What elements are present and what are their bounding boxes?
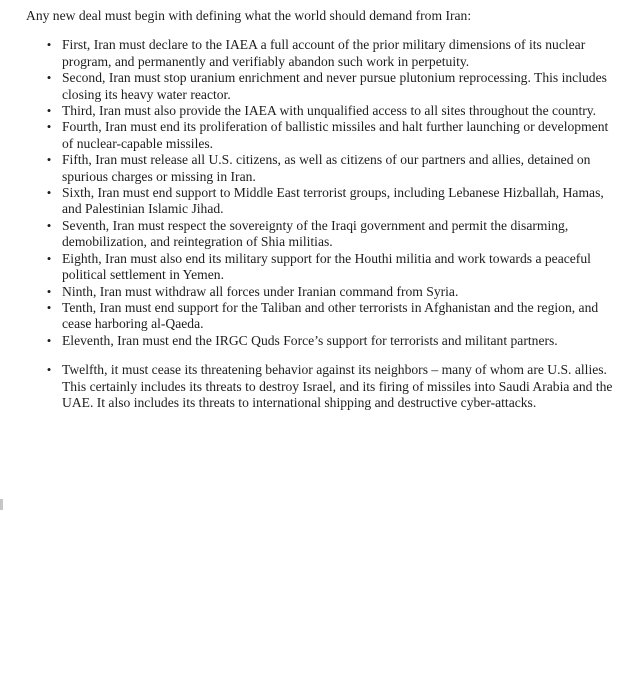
bullet-text: First, Iran must declare to the IAEA a full account of the prior military dimensions of its nuclear program, and permanently and verifiably abandon such work in perpetuity. — [62, 37, 586, 69]
list-item — [46, 185, 618, 218]
bullet-icon: • — [46, 332, 52, 348]
scan-edge-artifact — [0, 499, 3, 510]
bullet-text: Fifth, Iran must release all U.S. citizens, as well as citizens of our partners and allies, detained on spurious charges or missing in Iran. — [62, 152, 591, 184]
bullet-text: Twelfth, it must cease its threatening behavior against its neighbors – many of whom are U.S. allies. This certainly includes its threats to destroy Israel, and its firing of missiles into Saudi Arabia and the UAE. It also includes its threats to international shipping and destructive cyber-attacks. — [62, 362, 613, 410]
bullet-icon: • — [46, 119, 52, 135]
list-item — [46, 283, 618, 300]
list-item — [46, 299, 618, 333]
bullet-icon: • — [46, 152, 52, 168]
bullet-text: Eighth, Iran must also end its military support for the Houthi militia and work towards a peaceful political settlement in Yemen. — [62, 250, 591, 283]
demands-list — [46, 37, 618, 411]
bullet-text: Eleventh, Iran must end the IRGC Quds Force’s support for terrorists and militant partners. — [62, 332, 558, 348]
bullet-icon: • — [46, 283, 52, 299]
bullet-text: Third, Iran must also provide the IAEA with unqualified access to all sites throughout the country. — [62, 103, 597, 119]
list-item — [46, 70, 618, 103]
intro-sentence: Any new deal must begin with defining what the world should demand from Iran: — [26, 8, 472, 23]
list-item — [46, 119, 618, 152]
bullet-icon: • — [46, 70, 52, 86]
list-item — [46, 332, 618, 349]
bullet-text: Tenth, Iran must end support for the Taliban and other terrorists in Afghanistan and the region, and cease harboring al-Qaeda. — [62, 299, 599, 332]
bullet-text: Sixth, Iran must end support to Middle East terrorist groups, including Lebanese Hizballah, Hamas, and Palestinian Islamic Jihad. — [62, 185, 604, 217]
list-item — [46, 152, 618, 185]
list-item — [46, 362, 618, 411]
bullet-icon: • — [46, 37, 52, 53]
bullet-icon: • — [46, 103, 52, 119]
list-item — [46, 103, 618, 119]
bullet-icon: • — [46, 362, 52, 378]
bullet-icon: • — [46, 299, 52, 315]
bullet-text: Seventh, Iran must respect the sovereignty of the Iraqi government and permit the disarming, demobilization, and reintegration of Shia militias. — [62, 217, 569, 250]
bullet-icon: • — [46, 250, 52, 266]
bullet-text: Ninth, Iran must withdraw all forces under Iranian command from Syria. — [62, 283, 459, 299]
bullet-text: Second, Iran must stop uranium enrichment and never pursue plutonium reprocessing. This includes closing its heavy water reactor. — [62, 70, 607, 102]
bullet-icon: • — [46, 217, 52, 233]
list-item — [46, 250, 618, 284]
bullet-icon: • — [46, 185, 52, 201]
list-item — [46, 37, 618, 70]
bullet-text: Fourth, Iran must end its proliferation of ballistic missiles and halt further launching or development of nuclear-capable missiles. — [62, 119, 609, 151]
list-item — [46, 217, 618, 251]
